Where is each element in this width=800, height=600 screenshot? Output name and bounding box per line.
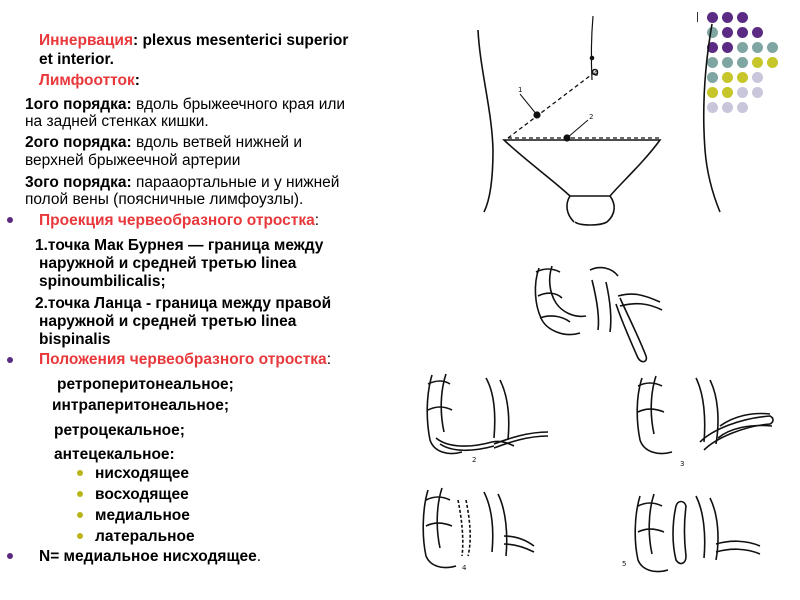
order1-label: 1ого порядка:	[25, 96, 132, 113]
figure-label-4: 4	[462, 564, 467, 572]
figure-label-2: 2	[472, 456, 477, 464]
lanz-line-3: bispinalis	[39, 331, 111, 348]
lymph-colon: :	[134, 72, 140, 89]
figure-retrocecal	[637, 376, 773, 454]
figure-label-3: 3	[680, 460, 685, 468]
abdomen-label-1: 1	[518, 86, 523, 94]
position-antececal: антецекальное:	[54, 446, 175, 463]
lymph-label: Лимфоотток	[39, 72, 135, 89]
order2-label: 2ого порядка:	[25, 134, 132, 151]
figure-antececal-ascending	[635, 494, 760, 572]
figure-retroperitoneal	[535, 266, 662, 362]
projection-colon: :	[314, 212, 320, 229]
abdomen-label-2: 2	[589, 113, 594, 121]
lanz-line-2: наружной и средней третью linea	[39, 313, 297, 330]
figure-antececal-descending	[423, 488, 534, 568]
abdomen-diagram	[478, 16, 720, 225]
mcburney-line-3: spinoumbilicalis;	[39, 273, 166, 290]
sub-descending: нисходящее	[95, 465, 190, 482]
position-retrocecal: ретроцекальное;	[54, 422, 185, 439]
positions-colon: :	[326, 351, 331, 368]
sub-lateral: латеральное	[95, 528, 195, 545]
order1-line-2: на задней стенках кишки.	[25, 113, 209, 130]
order3-line-2: полой вены (поясничные лимфоузлы).	[25, 191, 304, 208]
mcburney-line-1: 1.точка Мак Бурнея — граница между	[35, 237, 324, 254]
order3-label: 3ого порядка:	[25, 174, 132, 191]
abdomen-label-0: 0	[594, 70, 599, 78]
innervation-value: : plexus mesenterici superior	[133, 32, 349, 49]
innervation-label: Иннервация	[39, 32, 133, 49]
sub-medial: медиальное	[95, 507, 190, 524]
mcburney-line-2: наружной и средней третью linea	[39, 255, 297, 272]
position-retroperitoneal: ретроперитонеальное;	[57, 376, 234, 393]
normal-position-text: N= медиальное нисходящее	[39, 548, 257, 565]
normal-position-dot: .	[256, 548, 262, 565]
position-intraperitoneal: интраперитонеальное;	[52, 397, 229, 414]
figure-intraperitoneal	[427, 374, 548, 454]
order1-text: вдоль брыжеечного края или	[131, 96, 346, 113]
order3-text: парааортальные и у нижней	[131, 174, 340, 191]
figure-label-5: 5	[622, 560, 627, 568]
lanz-line-1: 2.точка Ланца - граница между правой	[35, 295, 332, 312]
positions-label: Положения червеобразного отростка	[39, 351, 327, 368]
innervation-line-2: et interior.	[39, 51, 114, 68]
figure-labels	[462, 70, 684, 572]
order2-line-2: верхней брыжеечной артерии	[25, 152, 241, 169]
sub-ascending: восходящее	[95, 486, 189, 503]
projection-label: Проекция червеобразного отростка	[39, 212, 315, 229]
order2-text: вдоль ветвей нижней и	[131, 134, 303, 151]
